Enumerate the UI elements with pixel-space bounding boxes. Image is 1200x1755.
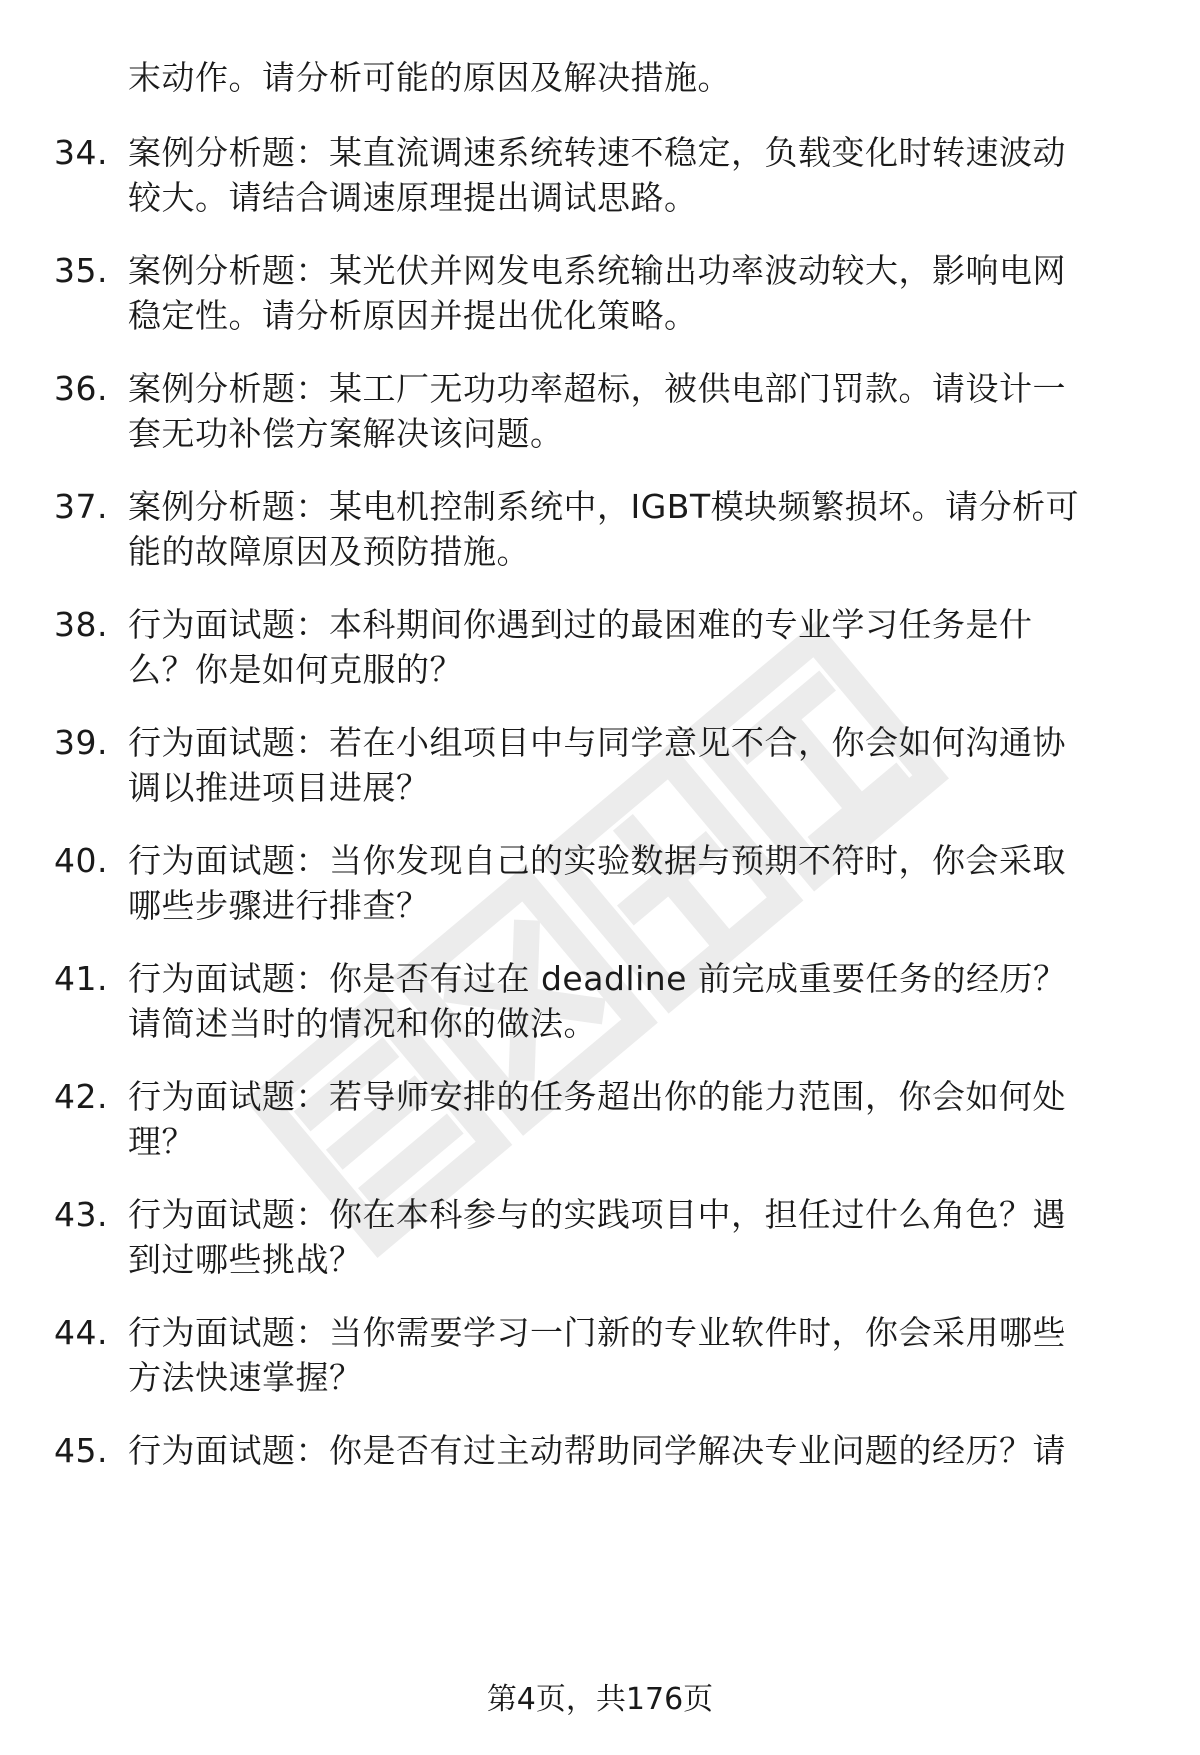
question-line: 请简述当时的情况和你的做法。 xyxy=(128,1004,597,1043)
question-line: 方法快速掌握？ xyxy=(128,1358,363,1397)
question-line: 能的故障原因及预防措施。 xyxy=(128,532,530,571)
question-number: 39. xyxy=(54,723,108,762)
question-number: 45. xyxy=(54,1431,108,1470)
question-line: 到过哪些挑战？ xyxy=(128,1240,363,1279)
question-line: 案例分析题：某光伏并网发电系统输出功率波动较大，影响电网 xyxy=(128,251,1066,290)
question-number: 35. xyxy=(54,251,108,290)
question-number: 40. xyxy=(54,841,108,880)
question-line: 行为面试题：本科期间你遇到过的最困难的专业学习任务是什 xyxy=(128,605,1033,644)
question-number: 36. xyxy=(54,369,108,408)
question-line: 行为面试题：当你需要学习一门新的专业软件时，你会采用哪些 xyxy=(128,1313,1066,1352)
question-line: 行为面试题：你是否有过在 deadline 前完成重要任务的经历？ xyxy=(128,959,1067,998)
question-line: 理？ xyxy=(128,1122,195,1161)
question-number: 41. xyxy=(54,959,108,998)
question-line: 哪些步骤进行排查？ xyxy=(128,886,430,925)
question-number: 44. xyxy=(54,1313,108,1352)
question-line: 行为面试题：当你发现自己的实验数据与预期不符时，你会采取 xyxy=(128,841,1066,880)
question-line: 案例分析题：某直流调速系统转速不稳定，负载变化时转速波动 xyxy=(128,133,1066,172)
question-line: 行为面试题：你在本科参与的实践项目中，担任过什么角色？遇 xyxy=(128,1195,1066,1234)
question-number: 38. xyxy=(54,605,108,644)
question-line: 案例分析题：某电机控制系统中，IGBT模块频繁损坏。请分析可 xyxy=(128,487,1080,526)
question-line: 较大。请结合调速原理提出调试思路。 xyxy=(128,178,698,217)
continuation-line: 末动作。请分析可能的原因及解决措施。 xyxy=(128,58,731,97)
question-number: 43. xyxy=(54,1195,108,1234)
question-line: 案例分析题：某工厂无功功率超标，被供电部门罚款。请设计一 xyxy=(128,369,1066,408)
question-number: 37. xyxy=(54,487,108,526)
question-number: 34. xyxy=(54,133,108,172)
question-number: 42. xyxy=(54,1077,108,1116)
question-line: 调以推进项目进展？ xyxy=(128,768,430,807)
question-line: 行为面试题：若在小组项目中与同学意见不合，你会如何沟通协 xyxy=(128,723,1066,762)
question-line: 稳定性。请分析原因并提出优化策略。 xyxy=(128,296,698,335)
question-line: 行为面试题：若导师安排的任务超出你的能力范围，你会如何处 xyxy=(128,1077,1066,1116)
page-footer: 第4页，共176页 xyxy=(486,1682,714,1717)
question-line: 套无功补偿方案解决该问题。 xyxy=(128,414,564,453)
question-line: 行为面试题：你是否有过主动帮助同学解决专业问题的经历？请 xyxy=(128,1431,1066,1470)
question-line: 么？你是如何克服的？ xyxy=(128,650,463,689)
